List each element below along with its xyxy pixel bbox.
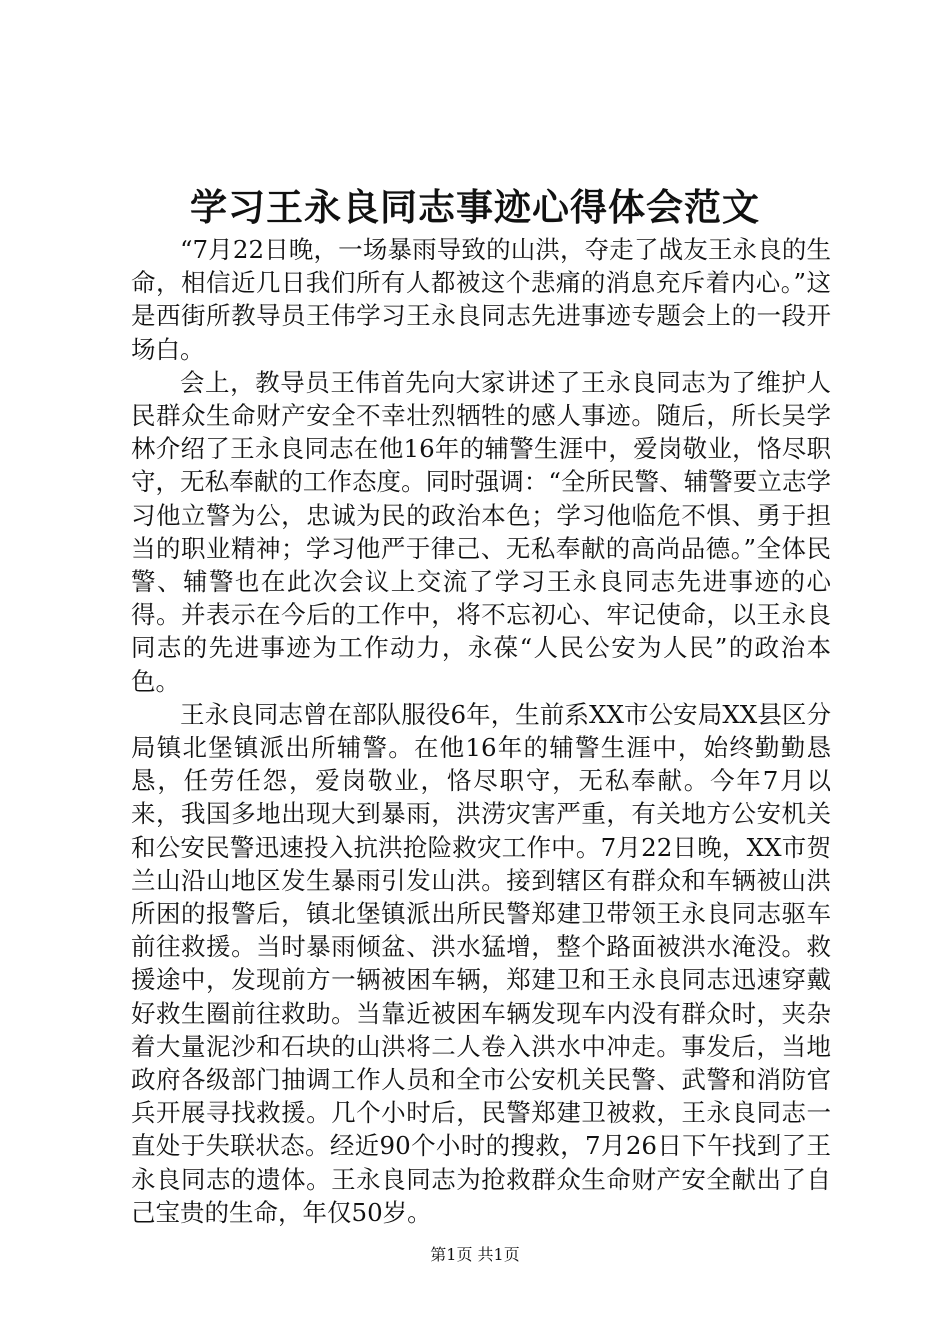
page-number-footer: 第1页 共1页: [430, 1245, 520, 1264]
paragraph-2: 会上，教导员王伟首先向大家讲述了王永良同志为了维护人民群众生命财产安全不幸壮烈牺牲的感人事迹。随后，所长吴学林介绍了王永良同志在他16年的辅警生涯中，爱岗敬业，恪尽职守，无私奉献的工作态度。同时强调：“全所民警、辅警要立志学习他立警为公，忠诚为民的政治本色；学习他临危不惧、勇于担当的职业精神；学习他严于律己、无私奉献的高尚品德。”全体民警、辅警也在此次会议上交流了学习王永良同志先进事迹的心得。并表示在今后的工作中，将不忘初心、牢记使命，以王永良同志的先进事迹为工作动力，永葆“人民公安为人民”的政治本色。: [131, 367, 831, 696]
document-title: 学习王永良同志事迹心得体会范文: [190, 185, 760, 229]
paragraph-3: 王永良同志曾在部队服役6年，生前系XX市公安局XX县区分局镇北堡镇派出所辅警。在他16年的辅警生涯中，始终勤勤恳恳，任劳任怨，爱岗敬业，恪尽职守，无私奉献。今年7月以来，我国多地出现大到暴雨，洪涝灾害严重，有关地方公安机关和公安民警迅速投入抗洪抢险救灾工作中。7月22日晚，XX市贺兰山沿山地区发生暴雨引发山洪。接到辖区有群众和车辆被山洪所困的报警后，镇北堡镇派出所民警郑建卫带领王永良同志驱车前往救援。当时暴雨倾盆、洪水猛增，整个路面被洪水淹没。救援途中，发现前方一辆被困车辆，郑建卫和王永良同志迅速穿戴好救生圈前往救助。当靠近被困车辆发现车内没有群众时，夹杂着大量泥沙和石块的山洪将二人卷入洪水中冲走。事发后，当地政府各级部门抽调工作人员和全市公安机关民警、武警和消防官兵开展寻找救援。几个小时后，民警郑建卫被救，王永良同志一直处于失联状态。经近90个小时的搜救，7月26日下午找到了王永良同志的遗体。王永良同志为抢救群众生命财产安全献出了自己宝贵的生命，年仅50岁。: [131, 699, 831, 1227]
document-body: [131, 233, 831, 1229]
paragraph-1: “7月22日晚，一场暴雨导致的山洪，夺走了战友王永良的生命，相信近几日我们所有人都被这个悲痛的消息充斥着内心。”这是西街所教导员王伟学习王永良同志先进事迹专题会上的一段开场白。: [131, 235, 831, 364]
